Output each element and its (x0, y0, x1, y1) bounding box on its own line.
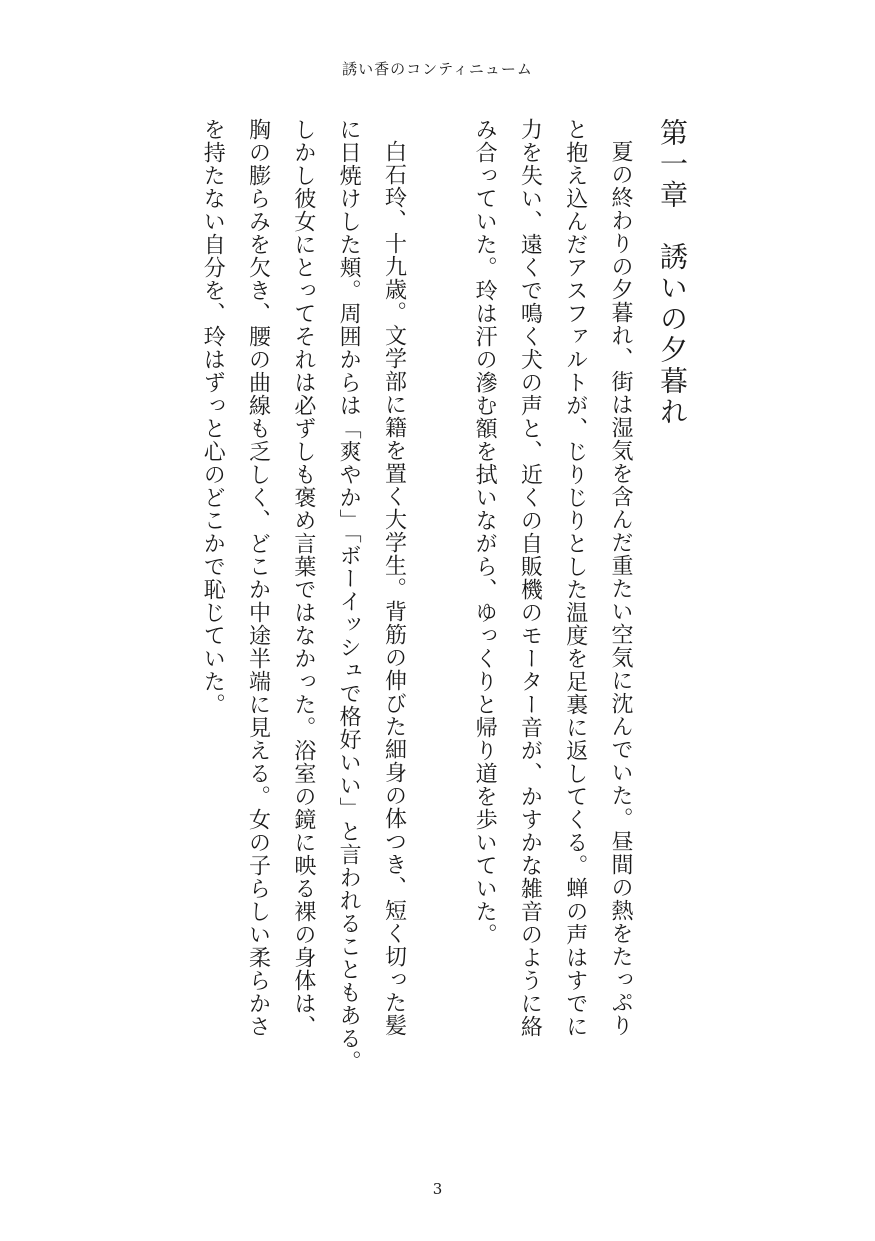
paragraph-1 (462, 118, 643, 1138)
body-text (190, 118, 643, 1138)
text-line: 夏の終わりの夕暮れ、街は湿気を含んだ重たい空気に沈んでいた。昼間の熱をたっぷり (608, 140, 633, 1037)
page-number: 3 (432, 1180, 443, 1198)
running-header: 誘い香のコンティニューム (342, 60, 533, 78)
text-line: 白石玲、十九歳。文学部に籍を置く大学生。背筋の伸びた細身の体つき、短く切った髪 (381, 140, 407, 1037)
text-line: に日焼けした頬。周囲からは「爽やか」「ボーイッシュで格好いい」と言われることもある。 (336, 118, 362, 1073)
text-line: み合っていた。玲は汗の滲む額を拭いながら、ゆっくりと帰り道を歩いていた。 (472, 118, 498, 946)
text-line: と抱え込んだアスファルトが、じりじりとした温度を足裏に返してくる。蝉の声はすでに (562, 118, 588, 1038)
paragraph-2 (190, 118, 417, 1138)
text-line: を持たない自分を、玲はずっと心のどこかで恥じていた。 (200, 118, 226, 716)
chapter-title: 第一章 誘いの夕暮れ (656, 118, 689, 428)
text-line: 胸の膨らみを欠き、腰の曲線も乏しく、どこか中途半端に見える。女の子らしい柔らかさ (245, 118, 271, 1038)
text-line: 力を失い、遠くで鳴く犬の声と、近くの自販機のモーター音が、かすかな雑音のように絡 (517, 118, 543, 1038)
text-line: しかし彼女にとってそれは必ずしも褒め言葉ではなかった。浴室の鏡に映る裸の身体は、 (290, 118, 316, 1038)
